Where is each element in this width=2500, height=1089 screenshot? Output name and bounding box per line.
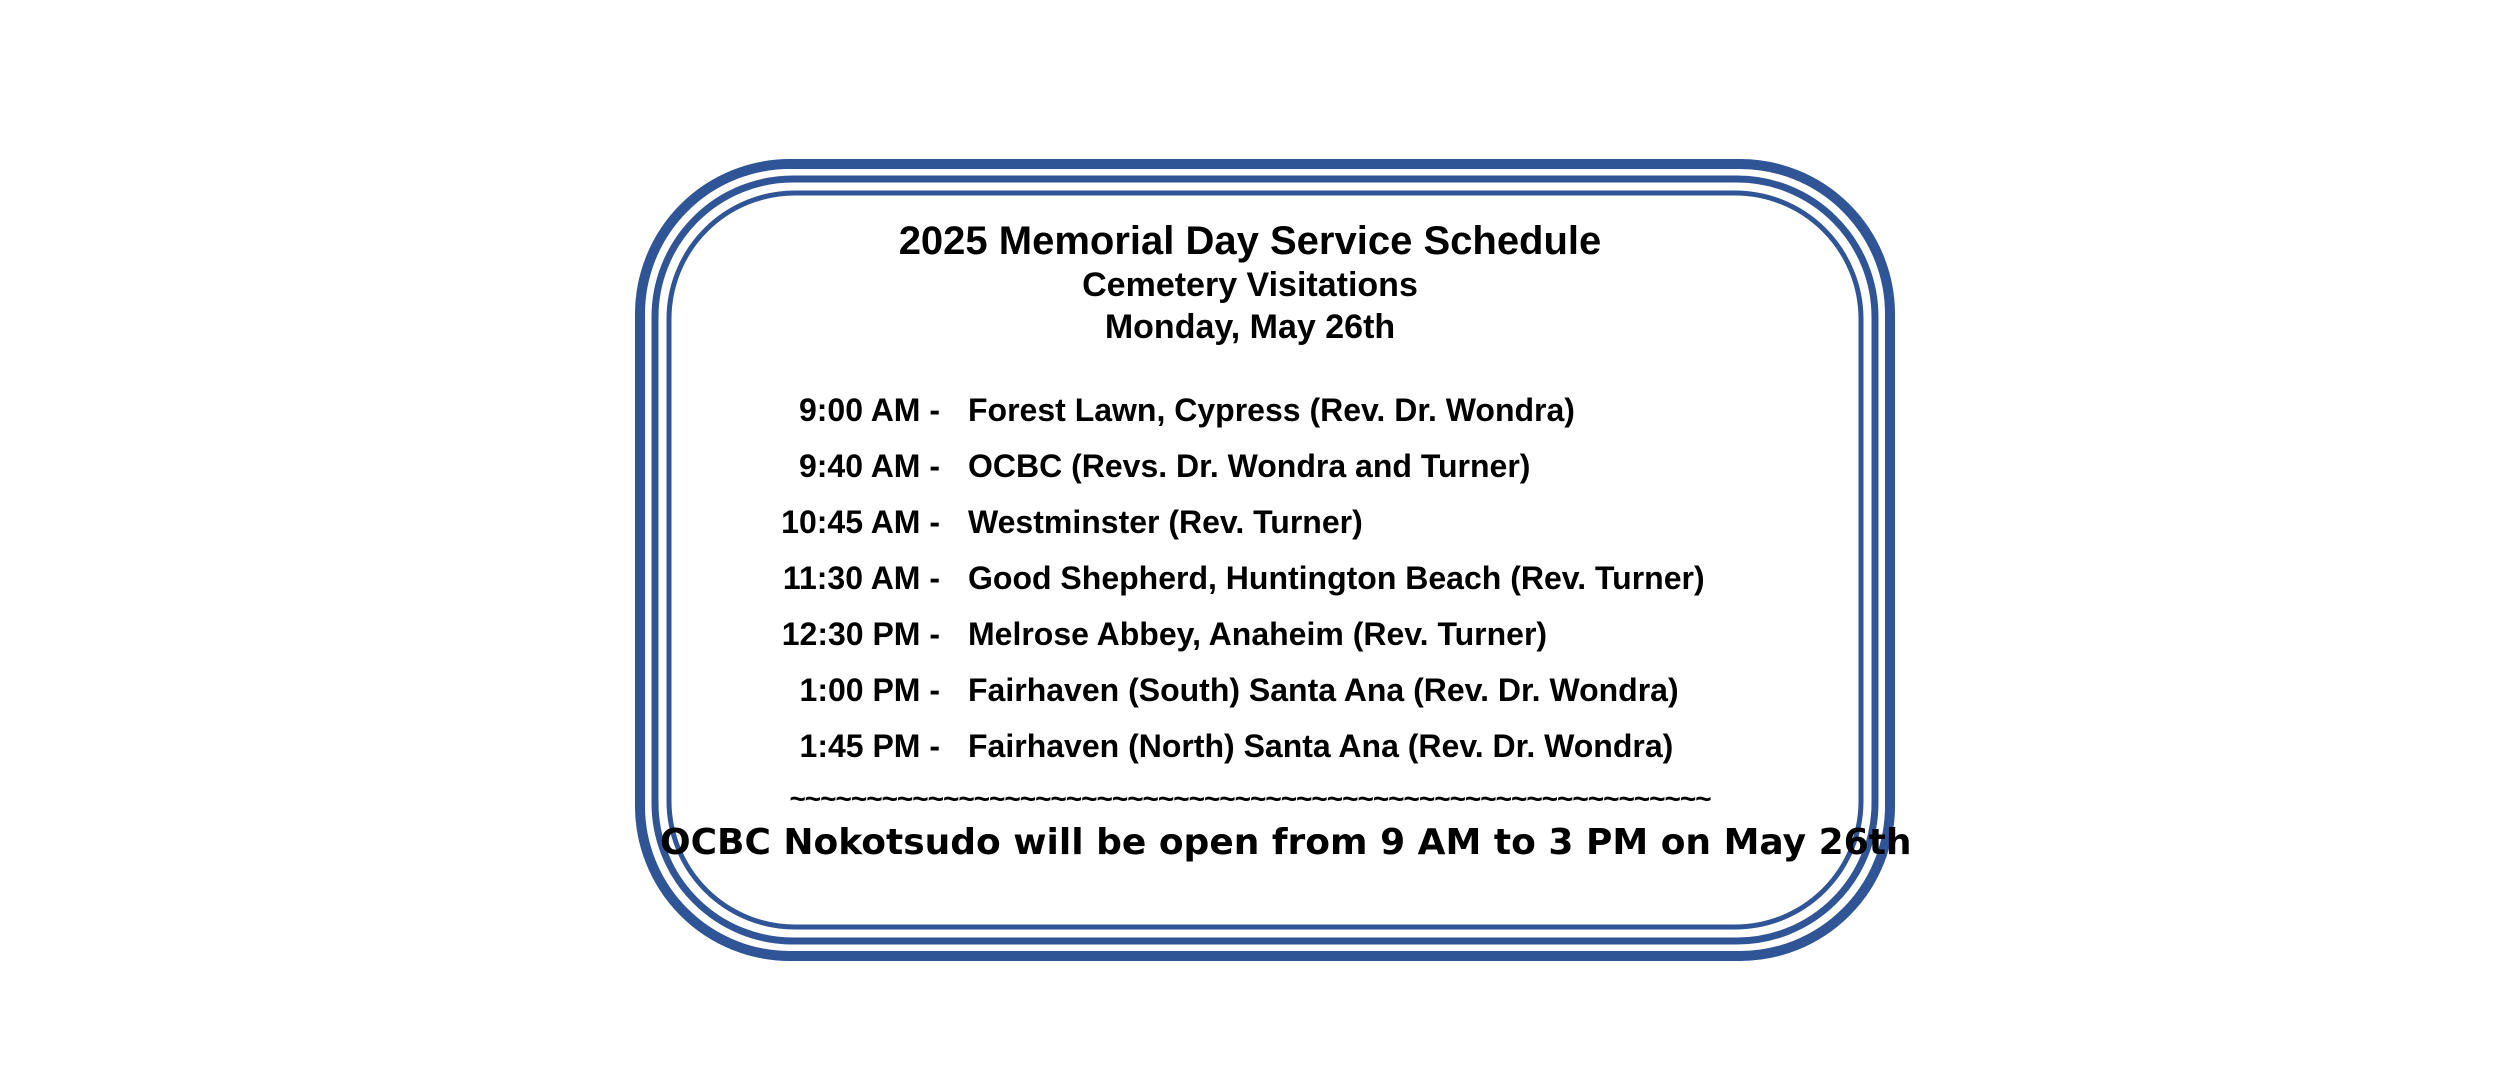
schedule-time: 9:00 AM -	[798, 391, 940, 428]
date-label: Monday, May 26th	[1104, 308, 1396, 346]
schedule-row	[660, 438, 1840, 494]
schedule-place: Fairhaven (South) Santa Ana (Rev. Dr. Wondra)	[968, 671, 1679, 708]
nokotsudo-notice: OCBC Nokotsudo will be open from 9 AM to 3 PM on May 26th	[660, 822, 1912, 863]
schedule-row	[660, 382, 1840, 438]
schedule-row	[660, 550, 1840, 606]
schedule-time: 10:45 AM -	[781, 503, 940, 540]
schedule-time: 9:40 AM -	[798, 447, 940, 484]
schedule-place: Forest Lawn, Cypress (Rev. Dr. Wondra)	[968, 391, 1575, 428]
subtitle: Cemetery Visitations	[1082, 266, 1418, 304]
schedule-place: Westminster (Rev. Turner)	[968, 503, 1363, 540]
schedule-row	[660, 606, 1840, 662]
schedule-place: Melrose Abbey, Anaheim (Rev. Turner)	[968, 615, 1548, 652]
tilde-separator: ~~~~~~~~~~~~~~~~~~~~~~~~~~~~~~~~~~~~~~~~~~~~~~~~~~~~~~~~~~~~	[789, 784, 1711, 814]
schedule-time: 1:00 PM -	[799, 671, 940, 708]
schedule-list	[660, 382, 1840, 774]
schedule-row	[660, 494, 1840, 550]
schedule-row	[660, 662, 1840, 718]
page-title: 2025 Memorial Day Service Schedule	[898, 219, 1602, 263]
schedule-place: Fairhaven (North) Santa Ana (Rev. Dr. Wondra)	[968, 727, 1674, 764]
schedule-time: 1:45 PM -	[799, 727, 940, 764]
schedule-time: 12:30 PM -	[781, 615, 940, 652]
schedule-row	[660, 718, 1840, 774]
schedule-card	[660, 190, 1912, 930]
schedule-place: OCBC (Revs. Dr. Wondra and Turner)	[968, 447, 1531, 484]
schedule-time: 11:30 AM -	[782, 559, 940, 596]
schedule-place: Good Shepherd, Huntington Beach (Rev. Turner)	[968, 559, 1705, 596]
